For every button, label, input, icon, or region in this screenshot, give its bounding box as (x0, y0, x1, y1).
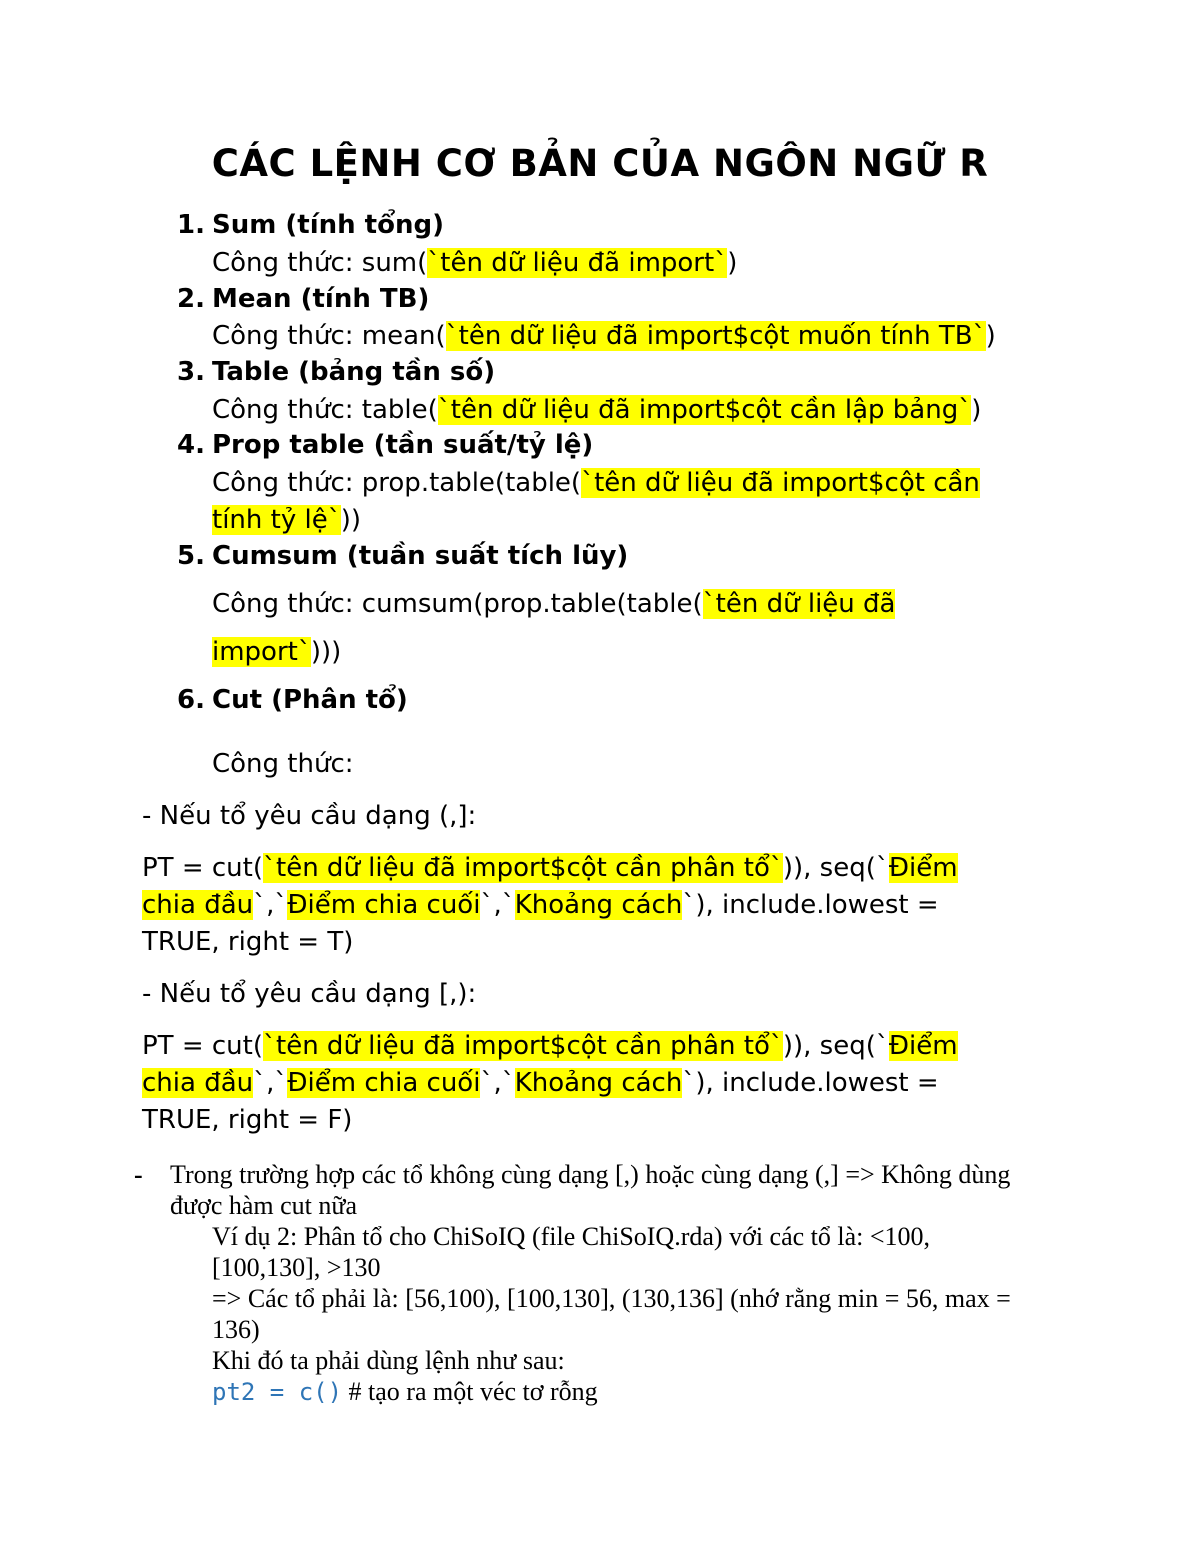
code-text: PT = cut( (142, 1031, 263, 1061)
formula-prop-table-line1 (212, 468, 980, 498)
case-intro: - Nếu tổ yêu cầu dạng (,]: (142, 801, 477, 831)
formula-text: )) (340, 505, 362, 535)
case-code-line1 (142, 1031, 958, 1061)
case-code-line3: TRUE, right = T) (142, 927, 354, 957)
item-number: 4. (177, 430, 205, 460)
case-code-line3: TRUE, right = F) (142, 1105, 353, 1135)
formula-text: ) (985, 321, 996, 351)
item-heading-prop-table: Prop table (tần suất/tỷ lệ) (212, 430, 594, 460)
item-number: 3. (177, 357, 205, 387)
case-intro: - Nếu tổ yêu cầu dạng [,): (142, 979, 477, 1009)
code-text: )), seq(` (782, 853, 889, 883)
formula-text: mean( (361, 321, 446, 351)
highlight: chia đầu (142, 890, 254, 920)
case-code-line2 (142, 890, 939, 920)
case-code-line2 (142, 1068, 939, 1098)
code-line (212, 1377, 598, 1407)
example-line3: => Các tổ phải là: [56,100), [100,130], (130,136] (nhớ rằng min = 56, max = (212, 1284, 1011, 1313)
formula-sum (212, 248, 737, 278)
item-heading-cumsum: Cumsum (tuần suất tích lũy) (212, 541, 629, 571)
formula-text: ) (971, 395, 982, 425)
example-line4: 136) (212, 1315, 260, 1344)
formula-text: cumsum(prop.table(table( (361, 589, 703, 619)
item-number: 6. (177, 685, 205, 715)
formula-cut-label: Công thức: (212, 749, 354, 779)
formula-label: Công thức: (212, 468, 362, 498)
formula-label: Công thức: (212, 395, 362, 425)
code-text: `,` (253, 890, 288, 920)
example-line2: [100,130], >130 (212, 1253, 381, 1282)
note-line2: được hàm cut nữa (170, 1191, 358, 1220)
highlight: `tên dữ liệu đã import$cột cần (581, 468, 980, 498)
code-text: `), include.lowest = (682, 1068, 939, 1098)
highlight: `tên dữ liệu đã import` (427, 248, 728, 278)
item-heading-table: Table (bảng tần số) (212, 357, 496, 387)
code-text: `,` (480, 890, 515, 920)
highlight: `tên dữ liệu đã (702, 589, 896, 619)
formula-text: table( (361, 395, 438, 425)
highlight: Điểm chia cuối (287, 890, 481, 920)
code-text: `), include.lowest = (682, 890, 939, 920)
formula-text: ))) (310, 637, 342, 667)
formula-text: sum( (361, 248, 428, 278)
note-line1: Trong trường hợp các tổ không cùng dạng [,) hoặc cùng dạng (,] => Không dùng (170, 1160, 1011, 1189)
formula-cumsum-line2 (212, 637, 341, 667)
highlight: tính tỷ lệ` (212, 505, 341, 535)
page-title: CÁC LỆNH CƠ BẢN CỦA NGÔN NGỮ R (211, 142, 989, 185)
item-heading-sum: Sum (tính tổng) (212, 210, 444, 240)
example-line1: Ví dụ 2: Phân tổ cho ChiSoIQ (file ChiSoIQ.rda) với các tổ là: <100, (212, 1222, 931, 1251)
example-line5: Khi đó ta phải dùng lệnh như sau: (212, 1346, 565, 1375)
formula-label: Công thức: (212, 321, 362, 351)
code-text: `,` (480, 1068, 515, 1098)
bullet-dash: - (134, 1160, 143, 1189)
item-heading-mean: Mean (tính TB) (212, 284, 430, 314)
item-number: 1. (177, 210, 205, 240)
formula-text: prop.table(table( (361, 468, 582, 498)
code-text: `,` (253, 1068, 288, 1098)
formula-table (212, 395, 981, 425)
formula-text: ) (727, 248, 738, 278)
highlight: Khoảng cách (514, 890, 683, 920)
highlight: `tên dữ liệu đã import$cột cần phân tổ` (263, 1031, 783, 1061)
formula-prop-table-line2 (212, 505, 361, 535)
highlight: `tên dữ liệu đã import$cột muốn tính TB` (445, 321, 986, 351)
highlight: chia đầu (142, 1068, 254, 1098)
code-text: PT = cut( (142, 853, 263, 883)
formula-label: Công thức: (212, 589, 362, 619)
highlight: Điểm chia cuối (287, 1068, 481, 1098)
formula-mean (212, 321, 996, 351)
highlight: Điểm (888, 853, 958, 883)
case-code-line1 (142, 853, 958, 883)
highlight: Điểm (888, 1031, 958, 1061)
highlight: import` (212, 637, 311, 667)
code-comment: # tạo ra một véc tơ rỗng (342, 1377, 598, 1406)
item-heading-cut: Cut (Phân tổ) (212, 685, 408, 715)
highlight: `tên dữ liệu đã import$cột cần phân tổ` (263, 853, 783, 883)
formula-cumsum-line1 (212, 589, 895, 619)
formula-label: Công thức: (212, 248, 362, 278)
item-number: 2. (177, 284, 205, 314)
code-snippet: pt2 = c() (212, 1378, 343, 1406)
highlight: Khoảng cách (514, 1068, 683, 1098)
item-number: 5. (177, 541, 205, 571)
highlight: `tên dữ liệu đã import$cột cần lập bảng` (437, 395, 972, 425)
code-text: )), seq(` (782, 1031, 889, 1061)
